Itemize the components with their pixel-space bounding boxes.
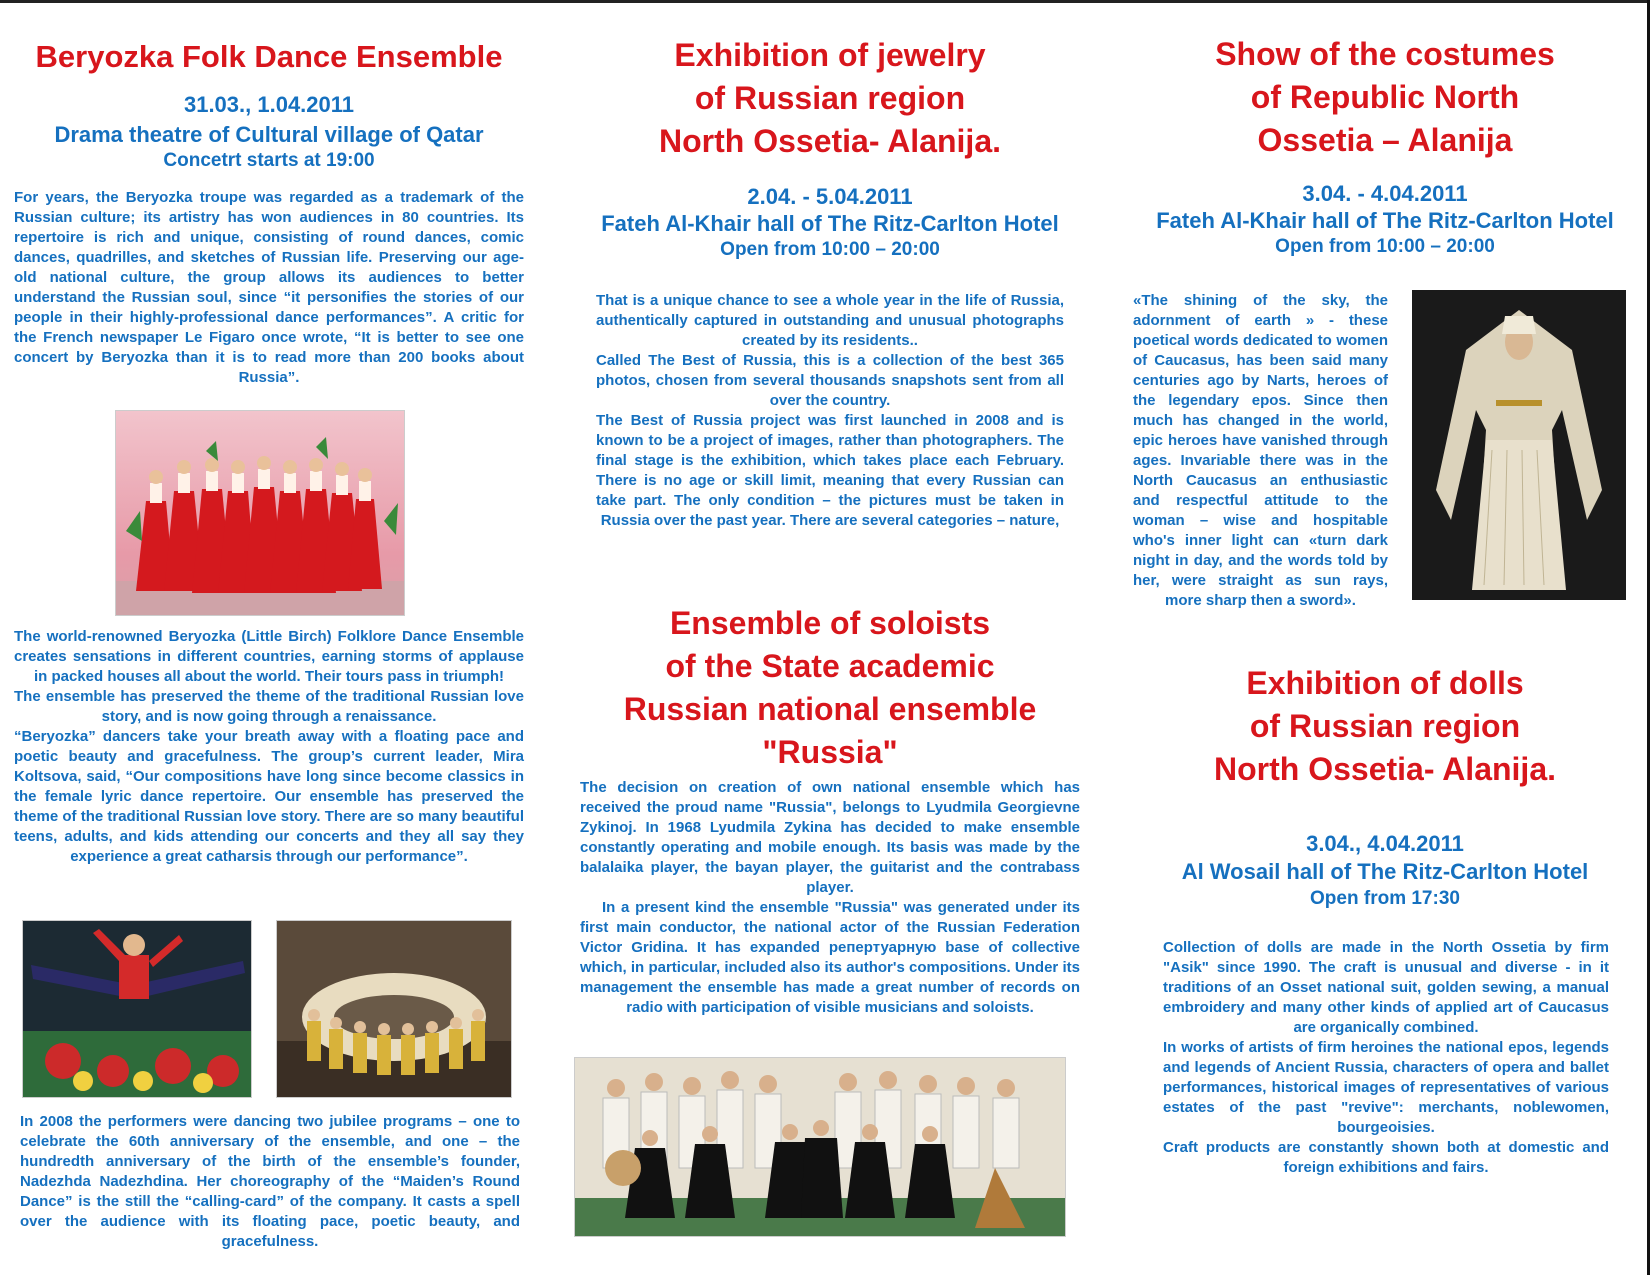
jewelry-body [580,291,1080,531]
dolls-title [1130,662,1640,791]
costumes-title [1130,33,1640,162]
ensemble-title [580,602,1080,774]
dolls-body [1163,938,1609,1178]
beryozka-details-p1: The world-renowned Beryozka (Little Birch) Folklore Dance Ensemble creates sensations in different countries, earning storms of applause in packed houses all about the world. Their tours pass in triumph! [14,628,524,685]
jewelry-body-p3: The Best of Russia project was first launched in 2008 and is known to be a project of images, rather than photographers. The final stage is the exhibition, which takes place each February. There is no age or skill limit, meaning that every Russian can take part. The only condition – the pictures must be taken in Russia over the past year. There are several categories – nature, [596,412,1064,529]
dolls-title-line3: North Ossetia- Alanija. [1214,751,1556,787]
jewelry-title [580,34,1080,163]
ensemble-title-line3: Russian national ensemble [623,691,1037,727]
beryozka-date: 31.03., 1.04.2011 [183,92,355,117]
beryozka-jubilee-text: In 2008 the performers were dancing two jubilee programs – one to celebrate the 60th anniversary of the ensemble, and one – the hundredth anniversary of the birth of the ensemble’s founder, Nadezhda Nadezhdina. Her choreography of the “Maiden’s Round Dance” is the still the “calling-card” of the company. It casts a spell over the audience with its floating pace, poetic beauty, and gracefulness. [20,1113,520,1250]
column-jewelry-ensemble [580,0,1080,1275]
beryozka-details-p3: “Beryozka” dancers take your breath away with a floating pace and poetic beauty and gracefulness. The group’s current leader, Mira Koltsova, said, “Our compositions have long since become classics in the female lyric dance repertoire. Our ensemble has preserved the theme of the traditional Russian love story. There are so many beautiful teens, adults, and kids attending our concerts and they all say they experience a great catharsis through our performance”. [14,728,524,865]
costumes-date: 3.04. - 4.04.2011 [1302,181,1468,206]
costumes-body [1133,291,1388,611]
column-costumes-dolls [1130,0,1640,1275]
jewelry-body-p1: That is a unique chance to see a whole year in the life of Russia, authentically captured in outstanding and unusual photographs created by its residents.. [596,292,1064,349]
jumping-dancer-photo [22,920,252,1098]
column-beryozka [14,0,524,1275]
beryozka-jubilee [20,1112,520,1252]
ensemble-title-line1: Ensemble of soloists [669,605,991,641]
ensemble-title-line2: of the State academic [665,648,995,684]
dolls-body-p2: In works of artists of firm heroines the national epos, legends and legends of Ancient Russia, characters of opera and ballet performances, historical images of representatives of various estates of the past "revive": merchants, noblewomen, bourgeoisies. [1163,1039,1609,1136]
beryozka-details [14,627,524,867]
beryozka-info [14,90,524,172]
dolls-title-line1: Exhibition of dolls [1246,665,1524,701]
dolls-title-line2: of Russian region [1249,708,1521,744]
beryozka-title: Beryozka Folk Dance Ensemble [35,39,503,74]
ensemble-body-p1: The decision on creation of own national ensemble which has received the proud name "Russia", belongs to Lyudmila Georgievne Zykinoj. In 1968 Lyudmila Zykina has decided to make ensemble constantly operating and mobile enough. Its basis was made by the balalaika player, the bayan player, the guitarist and the contrabass player. [580,779,1080,896]
beryozka-time: Concetrt starts at 19:00 [163,150,375,171]
jewelry-time: Open from 10:00 – 20:00 [720,239,940,260]
jewelry-title-line1: Exhibition of jewelry [674,37,986,73]
dolls-time: Open from 17:30 [1310,888,1460,909]
ensemble-group-photo [574,1057,1066,1237]
round-dance-photo [276,920,512,1098]
dancers-red-photo [115,410,405,616]
jewelry-title-line3: North Ossetia- Alanija. [659,123,1001,159]
beryozka-intro-text: For years, the Beryozka troupe was regarded as a trademark of the Russian culture; its artistry has won audiences in 80 countries. Its repertoire is rich and unique, consisting of round dances, comic dances, quadrilles, and sketches of Russian life. Preserving our age-old national culture, the group allows its audiences to better understand the Russian soul, since “it personifies the stories of our people in their highly-professional dance performances”. A critic for the French newspaper Le Figaro once wrote, “It is better to see one concert by Beryozka than it is to read more than 200 books about Russia”. [14,189,524,386]
costumes-title-line2: of Republic North [1250,79,1520,115]
dolls-body-p3: Craft products are constantly shown both at domestic and foreign exhibitions and fairs. [1163,1139,1609,1176]
jewelry-info [580,183,1080,263]
dolls-body-p1: Collection of dolls are made in the North Ossetia by firm "Asik" since 1990. The craft is unusual and diverse - in it traditions of an Osset national suit, golden sewing, a manual embroidery and many other kinds of applied art of Caucasus are organically combined. [1163,939,1609,1036]
beryozka-venue: Drama theatre of Cultural village of Qatar [54,122,484,147]
dolls-info [1130,830,1640,912]
dolls-venue: Al Wosail hall of The Ritz-Carlton Hotel [1181,859,1589,884]
costumes-info [1130,180,1640,260]
bride-costume-photo [1412,290,1626,600]
jewelry-venue: Fateh Al-Khair hall of The Ritz-Carlton Hotel [601,211,1059,236]
costumes-title-line3: Ossetia – Alanija [1257,122,1513,158]
dolls-date: 3.04., 4.04.2011 [1306,831,1464,856]
costumes-body-text: «The shining of the sky, the adornment of earth » - these poetical words dedicated to women of Caucasus, has been said many centuries ago by Narts, heroes of the legendary epos. Since then much has changed in the world, epic heroes have vanished through ages. Invariable there was in the North Caucasus an enthusiastic and respectful attitude to the woman – wise and hospitable who's inner light can «turn dark night in day, and the words told by her, were straight as sun rays, more sharp then a sword». [1133,292,1388,609]
ensemble-body-p2: In a present kind the ensemble "Russia" was generated under its first main conductor, the national actor of the Russian Federation Victor Gridina. It has expanded репертуарную base of collective which, in particular, included also its author's compositions. Under its management the ensemble has made a great number of records on radio with participation of visible musicians and soloists. [580,899,1080,1016]
costumes-title-line1: Show of the costumes [1215,36,1555,72]
costumes-time: Open from 10:00 – 20:00 [1275,236,1495,257]
jewelry-body-p2: Called The Best of Russia, this is a collection of the best 365 photos, chosen from several thousands snapshots sent from all over the country. [596,352,1064,409]
beryozka-intro [14,188,524,388]
ensemble-title-line4: "Russia" [762,734,898,770]
ensemble-body [580,778,1080,1018]
jewelry-date: 2.04. - 5.04.2011 [747,184,913,209]
beryozka-details-p2: The ensemble has preserved the theme of the traditional Russian love story, and is now going through a renaissance. [14,688,524,725]
costumes-venue: Fateh Al-Khair hall of The Ritz-Carlton Hotel [1156,208,1614,233]
jewelry-title-line2: of Russian region [694,80,966,116]
